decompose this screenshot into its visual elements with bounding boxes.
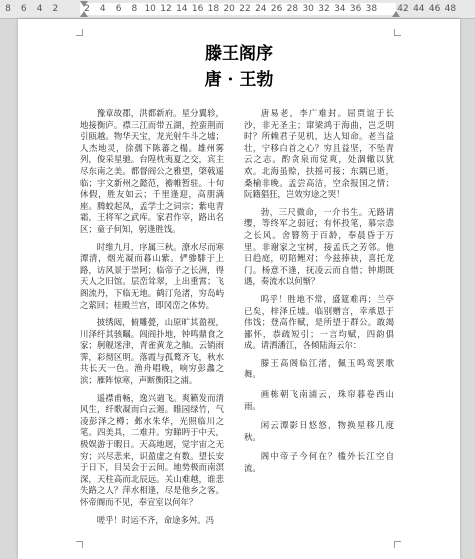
paragraph: 豫章故郡，洪都新府。星分翼轸，地接衡庐。襟三江而带五湖，控蛮荆而引瓯越。物华天宝，龙光射牛斗之墟；人杰地灵，徐孺下陈蕃之榻。雄州雾列，俊采星驰。台隍枕夷夏之交，宾主尽东南之美。都督阎公之雅望，棨戟遥临；宇文新州之懿范，襜帷暂驻。十旬休假，胜友如云；千里逢迎，高朋满座。腾蛟起凤，孟学士之词宗；紫电青霜，王将军之武库。家君作宰，路出名区；童子何知，躬逢胜饯。 [80,108,224,234]
ruler-tick-label: 22 [239,4,251,14]
margin-corner-bottom-right [394,541,401,548]
ruler-tick-label: 8 [131,4,138,14]
ruler-tick-label: 2 [84,4,90,14]
ruler-tick-label: 38 [365,4,378,14]
ruler-tick-label: 8 [5,4,11,14]
ruler-tick-label: 20 [223,4,235,14]
ruler-tick-label: 42 [397,4,409,14]
paragraph: 披绣闼，俯雕甍，山原旷其盈视，川泽纡其骇瞩。闾阎扑地，钟鸣鼎食之家；舸舰迷津，青雀黄龙之舳。云销雨霁，彩彻区明。落霞与孤鹜齐飞，秋水共长天一色。渔舟唱晚，响穷彭蠡之滨；雁阵惊寒，声断衡阳之浦。 [80,317,224,386]
paragraph: 唐易老，李广难封。屈贾谊于长沙，非无圣主；窜梁鸿于海曲，岂乏明时？所赖君子见机，达人知命。老当益壮，宁移白首之心？穷且益坚，不坠青云之志。酌贪泉而觉爽，处涸辙以犹欢。北海虽赊，扶摇可接；东隅已逝，桑榆非晚。孟尝高洁，空余报国之情；阮籍猖狂，岂效穷途之哭！ [244,108,394,200]
ruler-tick-label: 36 [349,4,362,14]
ruler-tick-label: 16 [191,4,204,14]
ruler-tick-label: 12 [160,4,172,14]
ruler-tick-label: 18 [207,4,220,14]
ruler-tick-label: 48 [444,4,457,14]
ruler-tick-label: 30 [302,4,314,14]
poem-line: 阁中帝子今何在？槛外长江空自流。 [244,451,394,474]
ruler-tick-label: 34 [334,4,346,14]
ruler-tick-label: 2 [52,4,59,14]
ruler-tick-label: 24 [255,4,267,14]
ruler-tick-label: 46 [428,4,441,14]
poem-line: 闲云潭影日悠悠，物换星移几度秋。 [244,420,394,442]
ruler-tick-label: 10 [144,4,156,14]
ruler-tick-label: 6 [115,4,122,14]
margin-corner-bottom-left [76,541,83,548]
paragraph: 遥襟甫畅，逸兴遄飞。爽籁发而清风生，纤歌凝而白云遏。睢园绿竹，气凌彭泽之樽；邺水朱华，光照临川之笔。四美具，二难并。穷睇眄于中天，极娱游于暇日。天高地迥，觉宇宙之无穷；兴尽悲来，识盈虚之有数。望长安于日下，目吴会于云间。地势极而南溟深，天柱高而北辰远。关山难越，谁悲失路之人？萍水相逢，尽是他乡之客。怀帝阍而不见，奉宣室以何年？ [80,392,224,507]
ruler-tick-label: 14 [176,4,188,14]
poem-line: 滕王高阁临江渚，佩玉鸣鸾罢歌舞。 [244,357,394,380]
ruler-tick-label: 6 [20,4,27,14]
document-title: 滕王阁序 [205,44,273,64]
text-column-right[interactable] [244,108,394,483]
margin-corner-top-left [76,29,83,36]
ruler-tick-label: 4 [36,4,43,14]
text-column-left[interactable] [80,108,224,532]
paragraph: 时维九月，序属三秋。潦水尽而寒潭清，烟光凝而暮山紫。俨骖騑于上路，访风景于崇阿；临帝子之长洲，得天人之旧馆。层峦耸翠，上出重霄；飞阁流丹，下临无地。鹤汀凫渚，穷岛屿之萦回；桂殿兰宫，即冈峦之体势。 [80,241,224,310]
ruler-tick-label: 44 [413,4,425,14]
paragraph: 嗟乎！时运不齐，命途多舛。冯 [96,514,215,525]
ruler-text-area [80,3,396,15]
horizontal-ruler[interactable] [0,0,475,19]
ruler-tick-label: 4 [99,4,106,14]
ruler-tick-label: 32 [318,4,330,14]
paragraph: 呜乎！胜地不常，盛筵难再；兰亭已矣，梓泽丘墟。临别赠言，幸承恩于伟饯；登高作赋，是所望于群公。敢竭鄙怀，恭疏短引；一言均赋，四韵俱成。请洒潘江，各倾陆海云尔： [244,293,394,351]
ruler-tick-label: 26 [270,4,283,14]
margin-corner-top-right [394,29,401,36]
ruler-tick-label: 28 [286,4,299,14]
document-page[interactable] [18,19,460,559]
document-author: 唐 · 王勃 [204,70,274,90]
paragraph: 勃，三尺微命，一介书生。无路请缨，等终军之弱冠；有怀投笔，慕宗悫之长风。舍簪笏于百龄，奉晨昏于万里。非谢家之宝树，接孟氏之芳邻。他日趋庭，叨陪鲤对；今兹捧袂，喜托龙门。杨意不逢，抚凌云而自惜；钟期既遇，奏流水以何惭？ [244,206,394,287]
poem-line: 画栋朝飞南浦云，珠帘暮卷西山雨。 [244,389,394,411]
